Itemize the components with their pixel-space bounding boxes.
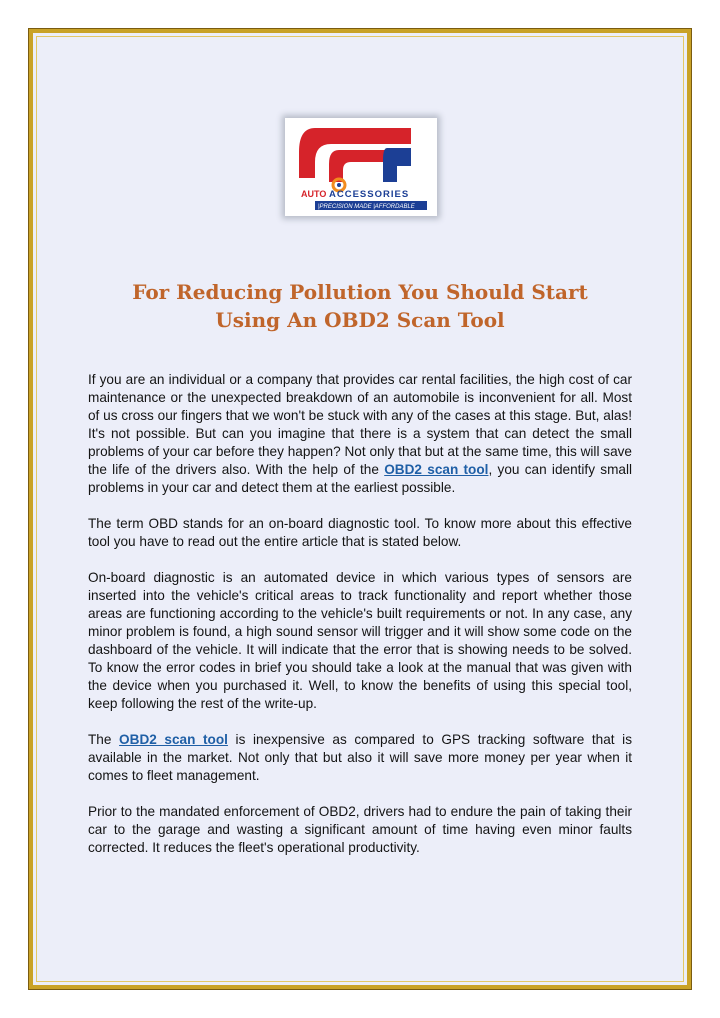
article-title [60, 278, 660, 334]
logo-graphic [285, 118, 437, 216]
paragraph-4 [88, 731, 632, 785]
paragraph-5: Prior to the mandated enforcement of OBD2, drivers had to endure the pain of taking their car to the garage and wasting a significant amount of time having even minor faults corrected. It reduces the fleet's operational productivity. [88, 804, 632, 855]
obd2-scan-tool-link-2[interactable]: OBD2 scan tool [119, 732, 228, 747]
logo-brand-main: ACCESSORIES [329, 189, 410, 200]
paragraph-4-text-b: is inexpensive as compared to GPS tracking software that is available in the market. Not only that but also it will save more money per year when it comes to fleet management. [88, 732, 632, 783]
paragraph-1-text-a: If you are an individual or a company that provides car rental facilities, the high cost of car maintenance or the unexpected breakdown of an automobile is inconvenient for all. Most of us cross our fingers that we won't be stuck with any of the cases at this stage. But, alas! It's not possible. But can you imagine that there is a system that can detect the small problems of your car before they happen? Not only that but at the same time, this will save the life of the drivers also. With the help of the [88, 372, 632, 477]
logo-red-swoosh-inner [329, 150, 385, 182]
logo-tagline: |PRECISION MADE |AFFORDABLE [318, 204, 415, 210]
paragraph-1-text-b: , you can identify small problems in your car and detect them at the earliest possible. [88, 462, 633, 495]
paragraph-4-text-a: The [88, 732, 120, 747]
logo-blue-block [383, 148, 411, 182]
title-line-1: For Reducing Pollution You Should Start [132, 280, 588, 304]
logo-brand-top: AUTO [301, 189, 327, 199]
obd2-scan-tool-link-1[interactable]: OBD2 scan tool [384, 462, 489, 477]
paragraph-1 [88, 371, 632, 497]
paragraph-3: On-board diagnostic is an automated device in which various types of sensors are inserted into the vehicle's critical areas to track functionality and report whether those areas are functioning according to the vehicle's built requirements or not. In any case, any minor problem is found, a high sound sensor will trigger and it will show some code on the dashboard of the vehicle. It will indicate that the error that is showing needs to be solved. To know the error codes in brief you should take a look at the manual that was given with the device when you purchased it. Well, to know the benefits of using this special tool, keep following the rest of the write-up. [88, 570, 632, 711]
paragraph-2: The term OBD stands for an on-board diagnostic tool. To know more about this effective tool you have to read out the entire article that is stated below. [88, 516, 632, 549]
article-body [88, 371, 632, 875]
gear-center [337, 183, 341, 187]
company-logo [285, 118, 437, 216]
title-line-2: Using An OBD2 Scan Tool [215, 308, 505, 332]
